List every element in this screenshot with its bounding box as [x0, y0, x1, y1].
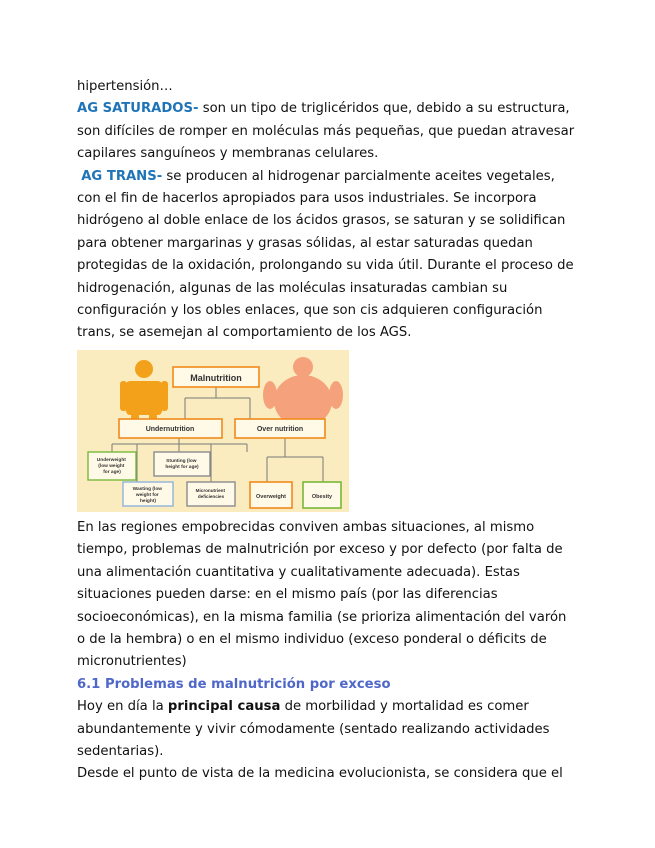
paragraph-medicina: Desde el punto de vista de la medicina evolucionista, se considera que el: [77, 766, 563, 782]
text-principal-b: de morbilidad y mortalidad es comer abundantemente y vivir cómodamente (sentado realizando actividades sedentarias).: [77, 699, 550, 759]
micronutrient-line-2: deficiencies: [197, 493, 225, 499]
underweight-line-2: (low weight: [98, 463, 125, 469]
stunting-line-2: height for age): [165, 464, 199, 470]
wasting-line-2: weight for: [135, 492, 159, 498]
term-ag-trans: AG TRANS-: [81, 168, 163, 184]
paragraph-regiones: En las regiones empobrecidas conviven ambas situaciones, al mismo tiempo, problemas de malnutrición por exceso y por defecto (por falta de una alimentación cuantitativa y cualitativamente adecuada). Estas situaciones pueden darse: en el mismo país (por las diferencias socioeconómicas), en la misma familia (se prioriza alimentación del varón o de la hembra) o en el mismo individuo (exceso ponderal o déficits de micronutrientes): [77, 519, 567, 670]
term-ag-saturados: AG SATURADOS-: [77, 101, 199, 117]
text-principal-a: Hoy en día la: [77, 699, 168, 715]
document-page: [77, 76, 577, 786]
text-principal-bold: principal causa: [167, 699, 281, 715]
stunting-line-1: Stunting (low: [166, 458, 197, 464]
wasting-line-1: Wasting (low: [132, 486, 163, 492]
stunting-box: [154, 452, 210, 476]
underweight-line-3: for age): [103, 469, 121, 475]
paragraph-principal-causa: [77, 696, 577, 763]
underweight-line-1: Underweight: [96, 457, 126, 463]
text-ag-saturados: son un tipo de triglicéridos que, debido a su estructura, son difíciles de romper en moléculas más pequeñas, que puedan atravesar capilares sanguíneos y membranas celulares.: [77, 101, 575, 162]
micronutrient-label: [196, 488, 227, 499]
paragraph-ag-trans: [77, 166, 577, 345]
section-heading: 6.1 Problemas de malnutrición por exceso: [77, 676, 391, 692]
undernutrition-label: Undernutrition: [145, 425, 195, 433]
paragraph-hipertension: hipertensión…: [77, 79, 173, 94]
overweight-label: Overweight: [256, 493, 286, 500]
micronutrient-line-1: Micronutrient: [195, 487, 226, 493]
malnutrition-label: Malnutrition: [190, 372, 242, 383]
paragraph-ag-saturados: [77, 98, 577, 165]
over-nutrition-label: Over nutrition: [256, 425, 304, 433]
obesity-label: Obesity: [311, 493, 333, 500]
malnutrition-diagram: [77, 350, 349, 512]
wasting-line-3: height): [140, 498, 156, 504]
text-ag-trans: se producen al hidrogenar parcialmente aceites vegetales, con el fin de hacerlos apropiados para usos industriales. Se incorpora hidrógeno al doble enlace de los ácidos grasos, se saturan y se solidifican para obtener margarinas y grasas sólidas, al estar saturadas quedan protegidas de la oxidación, prolongando su vida útil. Durante el proceso de hidrogenación, algunas de las moléculas insaturadas cambian su configuración y los obles enlaces, que son cis adquieren configuración trans, se asemejan al comportamiento de los AGS.: [77, 168, 574, 341]
